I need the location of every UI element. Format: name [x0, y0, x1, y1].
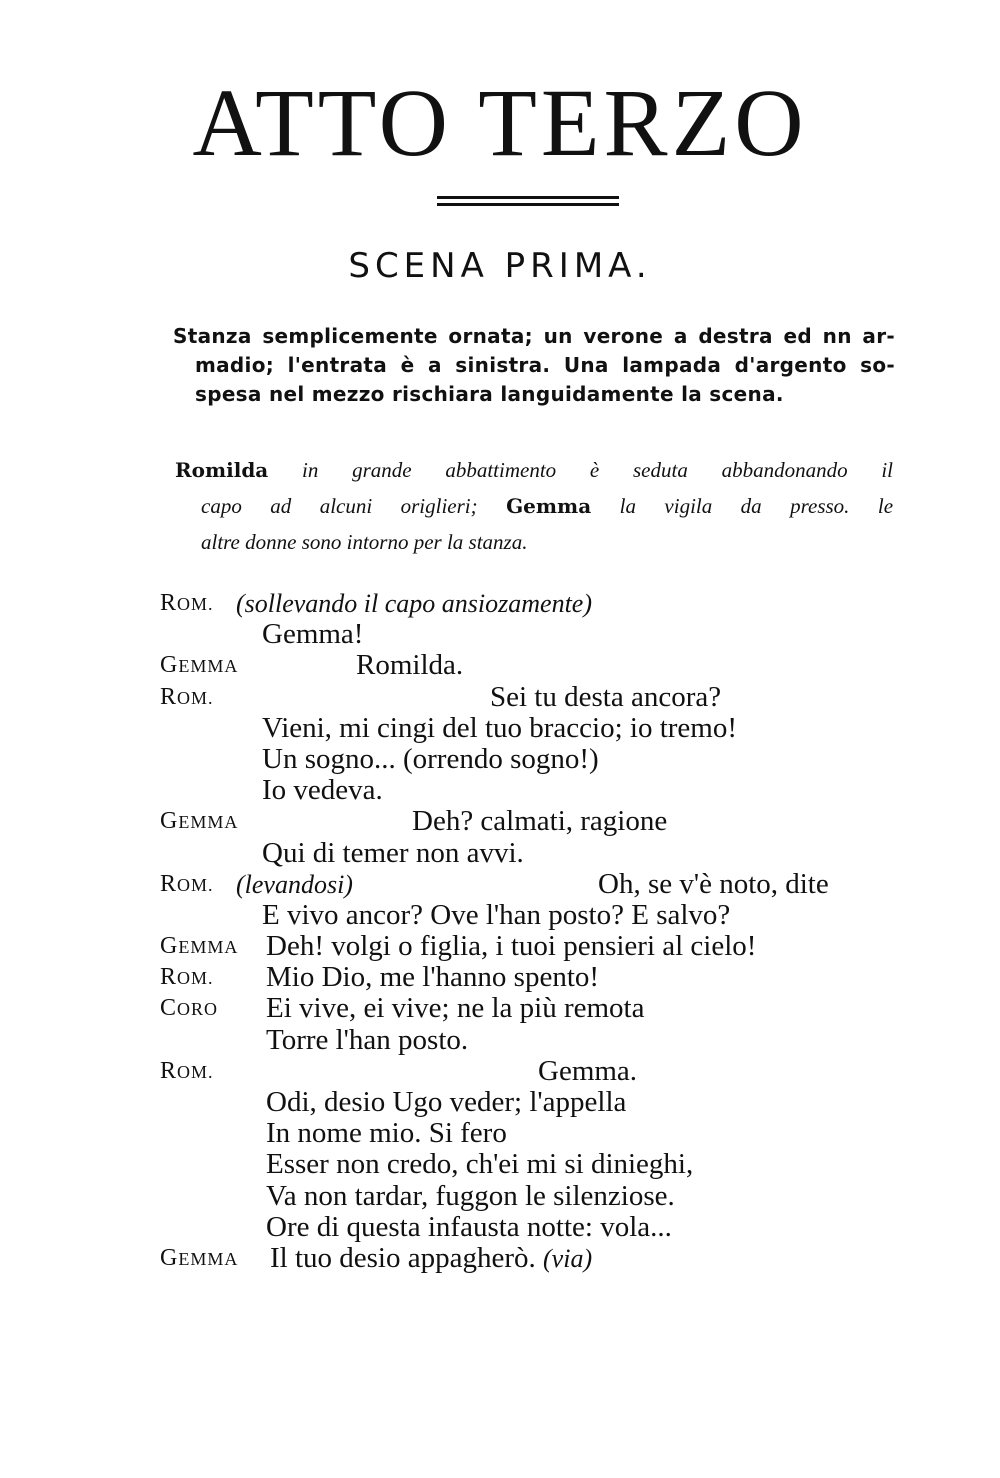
- dialogue-line: [0, 588, 1000, 619]
- stage-action-line: [175, 524, 893, 560]
- verse-text: E vivo ancor? Ove l'han posto? E salvo?: [262, 898, 731, 931]
- stage-direction: (via): [543, 1243, 593, 1273]
- stage-action-text: capo ad alcuni origlieri;: [201, 494, 478, 518]
- dialogue-line: [0, 650, 1000, 681]
- verse-text: Ei vive, ei vive; ne la più remota: [266, 992, 645, 1025]
- verse-text: Ore di questa infausta notte: vola...: [266, 1210, 672, 1243]
- dialogue-line: [0, 1025, 1000, 1056]
- speaker-label: ROM.: [160, 1057, 214, 1084]
- stage-action-text: altre donne sono intorno per la stanza.: [201, 530, 528, 554]
- verse-text: Odi, desio Ugo veder; l'appella: [266, 1086, 627, 1118]
- dialogue-line: [0, 1212, 1000, 1243]
- verse-text: Deh! volgi o figlia, i tuoi pensieri al cielo!: [266, 930, 757, 963]
- verse-text: Deh? calmati, ragione: [412, 805, 668, 838]
- speaker-label: GEMMA: [160, 1244, 239, 1271]
- dialogue-line: [0, 838, 1000, 869]
- speaker-label: ROM.: [160, 870, 214, 897]
- speaker-label: ROM.: [160, 590, 214, 616]
- dialogue-line: [0, 1243, 1000, 1274]
- dialogue-line: [0, 1149, 1000, 1180]
- verse-text: Sei tu desta ancora?: [490, 680, 722, 713]
- dialogue-line: [0, 1181, 1000, 1212]
- rule-line-bottom: [437, 203, 619, 206]
- stage-setting: [173, 322, 895, 409]
- stage-setting-line: Stanza semplicemente ornata; un verone a destra ed nn ar-: [173, 324, 895, 348]
- verse-text: Oh, se v'è noto, dite: [598, 867, 829, 900]
- dialogue-line: [0, 900, 1000, 931]
- verse-text: In nome mio. Si fero: [266, 1117, 507, 1150]
- dialogue-line: [0, 1056, 1000, 1087]
- dialogue-line: [0, 993, 1000, 1024]
- speaker-label: ROM.: [160, 683, 214, 710]
- double-rule-divider: [437, 196, 619, 208]
- stage-action-text: la vigila da presso. le: [619, 494, 894, 518]
- dialogue-line: [0, 962, 1000, 993]
- verse-text: Mio Dio, me l'hanno spento!: [266, 961, 600, 994]
- dialogue-line: [0, 713, 1000, 744]
- stage-action-line: [175, 452, 893, 488]
- speaker-label: GEMMA: [160, 652, 239, 679]
- stage-setting-line: spesa nel mezzo rischiara languidamente la scena.: [195, 382, 784, 406]
- verse-text: Un sogno... (orrendo sogno!): [262, 742, 599, 775]
- verse-text: Esser non credo, ch'ei mi si dinieghi,: [266, 1148, 694, 1181]
- stage-direction: (sollevando il capo ansiozamente): [236, 589, 592, 618]
- verse-text: Torre l'han posto.: [266, 1023, 469, 1056]
- dialogue-line: [0, 931, 1000, 962]
- dialogue-line: [0, 869, 1000, 900]
- act-title: ATTO TERZO: [192, 69, 808, 176]
- dialogue-line: [0, 1087, 1000, 1118]
- dialogue-line: [0, 619, 1000, 650]
- verse-text: Va non tardar, fuggon le silenziose.: [266, 1179, 675, 1212]
- character-name-gemma: Gemma: [506, 494, 592, 518]
- dialogue: [0, 588, 1000, 1274]
- verse-text: Gemma.: [538, 1054, 638, 1087]
- character-name-romilda: Romilda: [175, 458, 269, 482]
- dialogue-line: [0, 744, 1000, 775]
- rule-line-top: [437, 196, 619, 199]
- stage-direction: (levandosi): [236, 869, 353, 899]
- verse-text: Il tuo desio appagherò. (via): [270, 1241, 593, 1274]
- dialogue-line: [0, 1118, 1000, 1149]
- verse-text: Gemma!: [262, 618, 364, 651]
- stage-action-line: [175, 488, 893, 524]
- dialogue-line: [0, 806, 1000, 837]
- scene-title: SCENA PRIMA.: [348, 246, 652, 286]
- verse-text: Qui di temer non avvi.: [262, 836, 524, 869]
- stage-setting-line: madio; l'entrata è a sinistra. Una lampada d'argento so-: [195, 353, 895, 377]
- speaker-label: GEMMA: [160, 808, 239, 835]
- speaker-label: GEMMA: [160, 933, 239, 960]
- verse-text: Vieni, mi cingi del tuo braccio; io tremo!: [262, 711, 738, 744]
- dialogue-line: [0, 682, 1000, 713]
- speaker-label: CORO: [160, 995, 219, 1022]
- verse-text: Io vedeva.: [262, 774, 383, 807]
- speaker-label: ROM.: [160, 964, 214, 991]
- stage-action-text: in grande abbattimento è seduta abbandonando il: [302, 458, 893, 482]
- stage-action: [175, 452, 893, 560]
- verse-text: Romilda.: [356, 649, 464, 682]
- dialogue-line: [0, 775, 1000, 806]
